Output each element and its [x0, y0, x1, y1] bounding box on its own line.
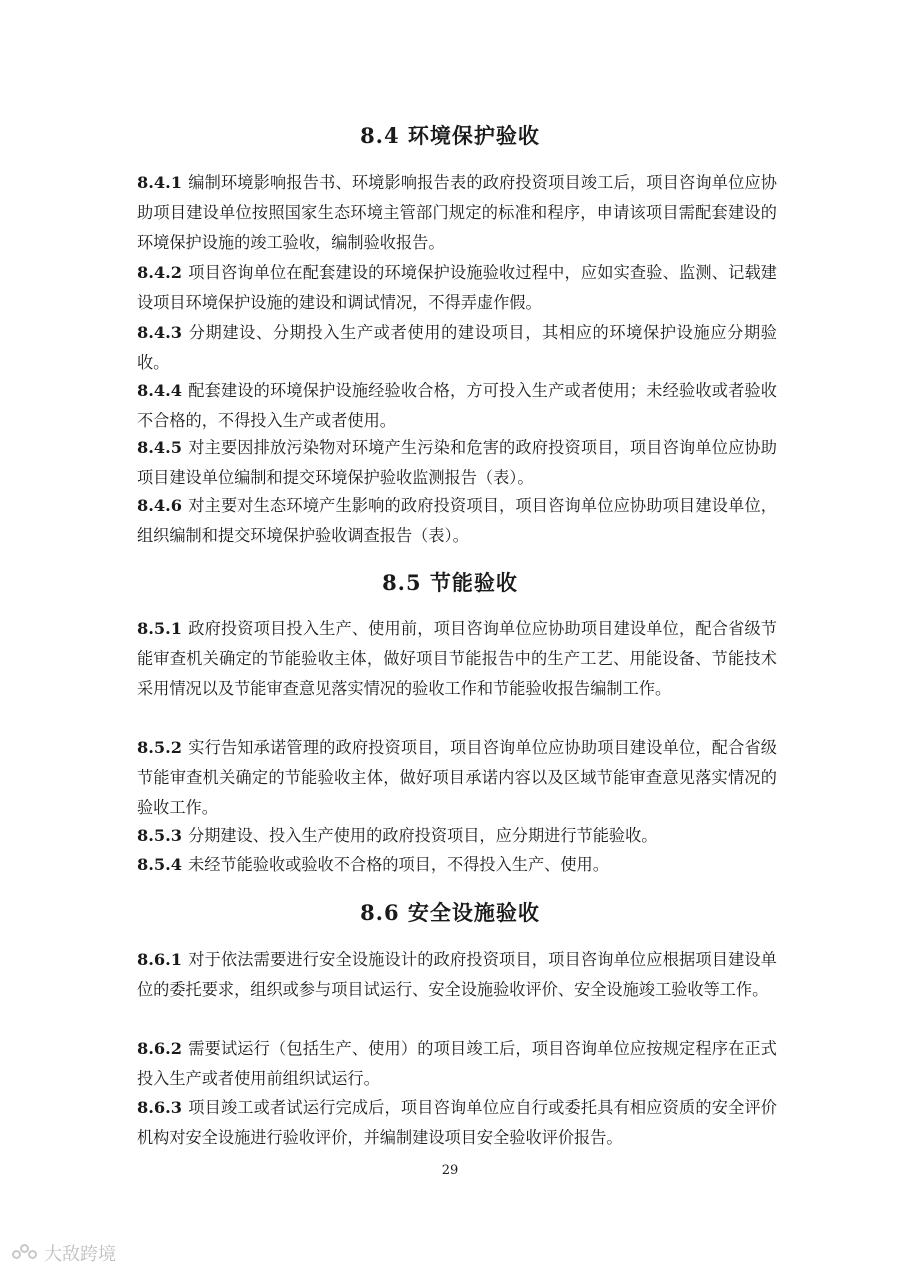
clause-text: 分期建设、分期投入生产或者使用的建设项目，其相应的环境保护设施应分期验收。	[137, 323, 777, 372]
clause-number: 8.4.6	[137, 496, 183, 515]
paragraph-8-6-3	[137, 1093, 777, 1153]
clause-number: 8.4.5	[137, 438, 183, 457]
clause-number: 8.6.1	[137, 950, 183, 969]
clause-number: 8.5.2	[137, 738, 183, 757]
clause-number: 8.6.2	[137, 1039, 183, 1058]
paragraph-8-6-1	[137, 945, 777, 1005]
section-title-8-5: 8.5 节能验收	[382, 570, 518, 595]
clause-text: 需要试运行（包括生产、使用）的项目竣工后，项目咨询单位应按规定程序在正式投入生产或者使用前组织试运行。	[137, 1039, 777, 1088]
paragraph-8-4-2	[137, 258, 777, 318]
clause-number: 8.4.4	[137, 381, 183, 400]
paragraph-8-4-6	[137, 491, 777, 551]
section-title-8-6: 8.6 安全设施验收	[360, 900, 540, 925]
clause-text: 对主要因排放污染物对环境产生污染和危害的政府投资项目，项目咨询单位应协助项目建设单位编制和提交环境保护验收监测报告（表）。	[137, 438, 777, 487]
clause-text: 分期建设、投入生产使用的政府投资项目，应分期进行节能验收。	[188, 826, 658, 845]
paragraph-8-5-4	[137, 850, 777, 880]
clause-text: 对主要对生态环境产生影响的政府投资项目，项目咨询单位应协助项目建设单位，组织编制和提交环境保护验收调查报告（表）。	[137, 496, 777, 545]
clause-number: 8.6.3	[137, 1098, 183, 1117]
clause-number: 8.4.1	[137, 173, 183, 192]
watermark-text: 大敌跨境	[44, 1244, 116, 1265]
clause-text: 项目咨询单位在配套建设的环境保护设施验收过程中，应如实查验、监测、记载建设项目环境保护设施的建设和调试情况，不得弄虚作假。	[137, 263, 777, 312]
paragraph-8-4-3	[137, 318, 777, 378]
clause-text: 未经节能验收或验收不合格的项目，不得投入生产、使用。	[188, 855, 609, 874]
clause-text: 项目竣工或者试运行完成后，项目咨询单位应自行或委托具有相应资质的安全评价机构对安全设施进行验收评价，并编制建设项目安全验收评价报告。	[137, 1098, 777, 1147]
clause-text: 对于依法需要进行安全设施设计的政府投资项目，项目咨询单位应根据项目建设单位的委托要求，组织或参与项目试运行、安全设施验收评价、安全设施竣工验收等工作。	[137, 950, 777, 999]
clause-text: 政府投资项目投入生产、使用前，项目咨询单位应协助项目建设单位，配合省级节能审查机关确定的节能验收主体，做好项目节能报告中的生产工艺、用能设备、节能技术采用情况以及节能审查意见落实情况的验收工作和节能验收报告编制工作。	[137, 619, 777, 698]
section-title-8-4: 8.4 环境保护验收	[360, 123, 540, 148]
paragraph-8-6-2	[137, 1034, 777, 1094]
paragraph-8-5-1	[137, 614, 777, 704]
paragraph-8-4-1	[137, 168, 777, 258]
page-number: 29	[441, 1163, 459, 1178]
clause-text: 配套建设的环境保护设施经验收合格，方可投入生产或者使用；未经验收或者验收不合格的，不得投入生产或者使用。	[137, 381, 777, 430]
clause-number: 8.5.4	[137, 855, 183, 874]
clause-number: 8.4.2	[137, 263, 183, 282]
watermark	[12, 1240, 116, 1266]
paragraph-8-5-3	[137, 821, 777, 851]
clause-text: 编制环境影响报告书、环境影响报告表的政府投资项目竣工后，项目咨询单位应协助项目建设单位按照国家生态环境主管部门规定的标准和程序，申请该项目需配套建设的环境保护设施的竣工验收，编制验收报告。	[137, 173, 777, 252]
paragraph-8-4-5	[137, 433, 777, 493]
paragraph-8-4-4	[137, 376, 777, 436]
clause-number: 8.4.3	[137, 323, 183, 342]
clause-number: 8.5.3	[137, 826, 183, 845]
clause-text: 实行告知承诺管理的政府投资项目，项目咨询单位应协助项目建设单位，配合省级节能审查机关确定的节能验收主体，做好项目承诺内容以及区域节能审查意见落实情况的验收工作。	[137, 738, 777, 817]
watermark-logo-icon	[12, 1242, 38, 1264]
paragraph-8-5-2	[137, 733, 777, 823]
clause-number: 8.5.1	[137, 619, 183, 638]
